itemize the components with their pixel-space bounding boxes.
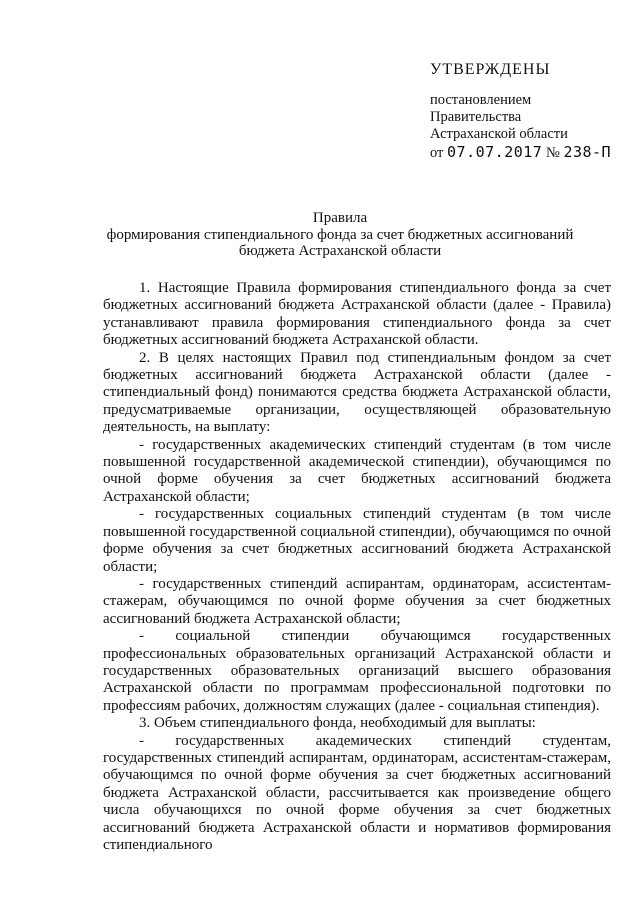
document-title-line-1: Правила: [312, 210, 368, 226]
approval-title: УТВЕРЖДЕНЫ: [430, 61, 551, 78]
document-title-line-3: бюджета Астраханской области: [238, 243, 442, 259]
approval-number-value: 238-П: [563, 143, 612, 161]
list-item-social-scholarship: - социальной стипендии обучающимся государственных профессиональных образовательных организаций Астраханской области и государственных образовательных организаций высшего образования Астраханской области по программам профессиональной подготовки по профессиям рабочих, должностям служащих (далее - социальная стипендия).: [103, 628, 611, 714]
approval-date-value: 07.07.2017: [447, 143, 543, 161]
list-item-academic: - государственных академических стипендий студентам (в том числе повышенной государственной академической стипендии), обучающимся по очной форме обучения за счет бюджетных ассигнований бюджета Астраханской области;: [103, 436, 611, 505]
approval-lines: [430, 92, 620, 162]
approval-line-government: Правительства: [430, 109, 522, 125]
paragraph-2: 2. В целях настоящих Правил под стипендиальным фондом за счет бюджетных ассигнований бюджета Астраханской области (далее - стипендиальный фонд) понимаются средства бюджета Астраханской области, предусматриваемые организации, осуществляющей образовательную деятельность, на выплату:: [103, 349, 611, 436]
approval-number-sign: №: [545, 145, 560, 161]
document-title: [60, 210, 620, 260]
approval-line-resolution: постановлением: [430, 92, 532, 108]
approval-line-region: Астраханской области: [430, 126, 568, 142]
approval-date-prefix: от: [430, 145, 444, 161]
approval-stamp-block: [430, 60, 620, 162]
document-title-line-2: формирования стипендиального фонда за счет бюджетных ассигнований: [106, 226, 574, 243]
approval-date-line: [430, 143, 620, 162]
list-item-fund-volume: - государственных академических стипендий студентам, государственных стипендий аспирантам, ординаторам, ассистентам-стажерам, обучающимся по очной форме обучения за счет бюджетных ассигнований бюджета Астраханской области, рассчитывается как произведение общего числа обучающихся по очной форме обучения за счет бюджетных ассигнований бюджета Астраханской области и нормативов формирования стипендиального: [103, 732, 611, 853]
list-item-social: - государственных социальных стипендий студентам (в том числе повышенной государственной социальной стипендии), обучающимся по очной форме обучения за счет бюджетных ассигнований бюджета Астраханской области;: [103, 506, 611, 575]
list-item-postgraduate: - государственных стипендий аспирантам, ординаторам, ассистентам-стажерам, обучающимся по очной форме обучения за счет бюджетных ассигнований бюджета Астраханской области;: [103, 575, 611, 627]
paragraph-3: 3. Объем стипендиального фонда, необходимый для выплаты:: [139, 715, 536, 732]
paragraph-1: 1. Настоящие Правила формирования стипендиального фонда за счет бюджетных ассигнований бюджета Астраханской области (далее - Правила) устанавливают правила формирования стипендиального фонда за счет бюджетных ассигнований бюджета Астраханской области.: [103, 280, 611, 349]
document-body: [103, 280, 611, 854]
